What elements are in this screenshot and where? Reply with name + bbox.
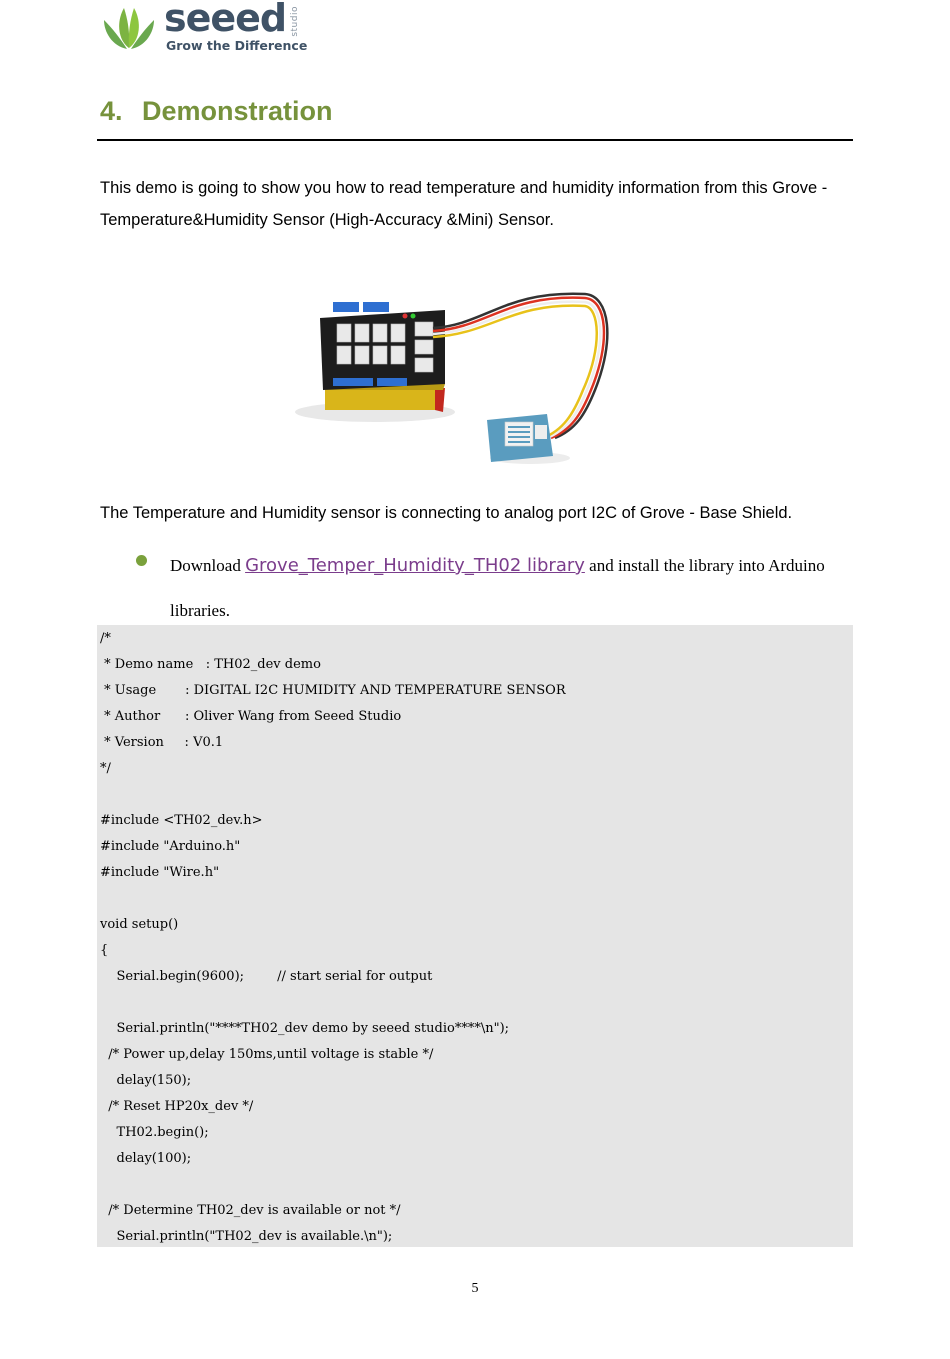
code-line: * Demo name : TH02_dev demo bbox=[100, 657, 321, 672]
code-line: #include <TH02_dev.h> bbox=[100, 813, 263, 828]
code-line: void setup() bbox=[100, 917, 179, 932]
code-line: delay(150); bbox=[100, 1073, 192, 1088]
code-line: { bbox=[100, 943, 109, 958]
heading-rule bbox=[97, 139, 853, 141]
section-heading bbox=[100, 96, 333, 127]
brand-wordmark: seeed bbox=[164, 0, 287, 40]
code-line: /* Reset HP20x_dev */ bbox=[100, 1099, 254, 1114]
code-line: Serial.begin(9600); // start serial for output bbox=[100, 969, 433, 984]
download-prefix: Download bbox=[170, 556, 246, 575]
code-line: TH02.begin(); bbox=[100, 1125, 209, 1140]
page-number: 5 bbox=[471, 1281, 479, 1296]
brand-tagline: Grow the Difference bbox=[166, 38, 308, 53]
brand-studio: studio bbox=[290, 6, 300, 37]
code-line: /* Determine TH02_dev is available or not */ bbox=[100, 1203, 401, 1218]
code-line: * Author : Oliver Wang from Seeed Studio bbox=[100, 709, 402, 724]
code-line bbox=[100, 1172, 566, 1198]
section-number: 4. bbox=[100, 96, 123, 126]
download-suffix: and install the library into Arduino libraries. bbox=[170, 556, 825, 620]
code-line bbox=[100, 782, 566, 808]
download-instruction bbox=[170, 543, 860, 633]
code-line bbox=[100, 990, 566, 1016]
connection-paragraph: The Temperature and Humidity sensor is connecting to analog port I2C of Grove - Base Shield. bbox=[100, 504, 793, 522]
code-line: * Version : V0.1 bbox=[100, 735, 224, 750]
product-photo bbox=[285, 280, 615, 485]
code-line: /* Power up,delay 150ms,until voltage is stable */ bbox=[100, 1047, 434, 1062]
library-download-link[interactable]: Grove_Temper_Humidity_TH02 library bbox=[245, 555, 585, 576]
bullet-dot-icon bbox=[136, 555, 147, 566]
code-line: delay(100); bbox=[100, 1151, 192, 1166]
code-line: Serial.println("****TH02_dev demo by seeed studio****\n"); bbox=[100, 1021, 510, 1036]
intro-paragraph: This demo is going to show you how to read temperature and humidity information from this Grove - Temperature&Humidity Sensor (High-Accuracy &Mini) Sensor. bbox=[100, 179, 828, 229]
section-title: Demonstration bbox=[142, 96, 333, 126]
code-line: #include "Wire.h" bbox=[100, 865, 220, 880]
code-block bbox=[97, 625, 853, 1247]
code-line bbox=[100, 886, 566, 912]
code-lines bbox=[100, 626, 566, 1250]
code-line: #include "Arduino.h" bbox=[100, 839, 241, 854]
seeed-logo bbox=[100, 2, 310, 54]
leaf-logo-icon bbox=[100, 2, 158, 52]
code-line: Serial.println("TH02_dev is available.\n"); bbox=[100, 1229, 393, 1244]
code-line: */ bbox=[100, 761, 111, 776]
code-line: * Usage : DIGITAL I2C HUMIDITY AND TEMPERATURE SENSOR bbox=[100, 683, 566, 698]
code-line: /* bbox=[100, 631, 111, 646]
